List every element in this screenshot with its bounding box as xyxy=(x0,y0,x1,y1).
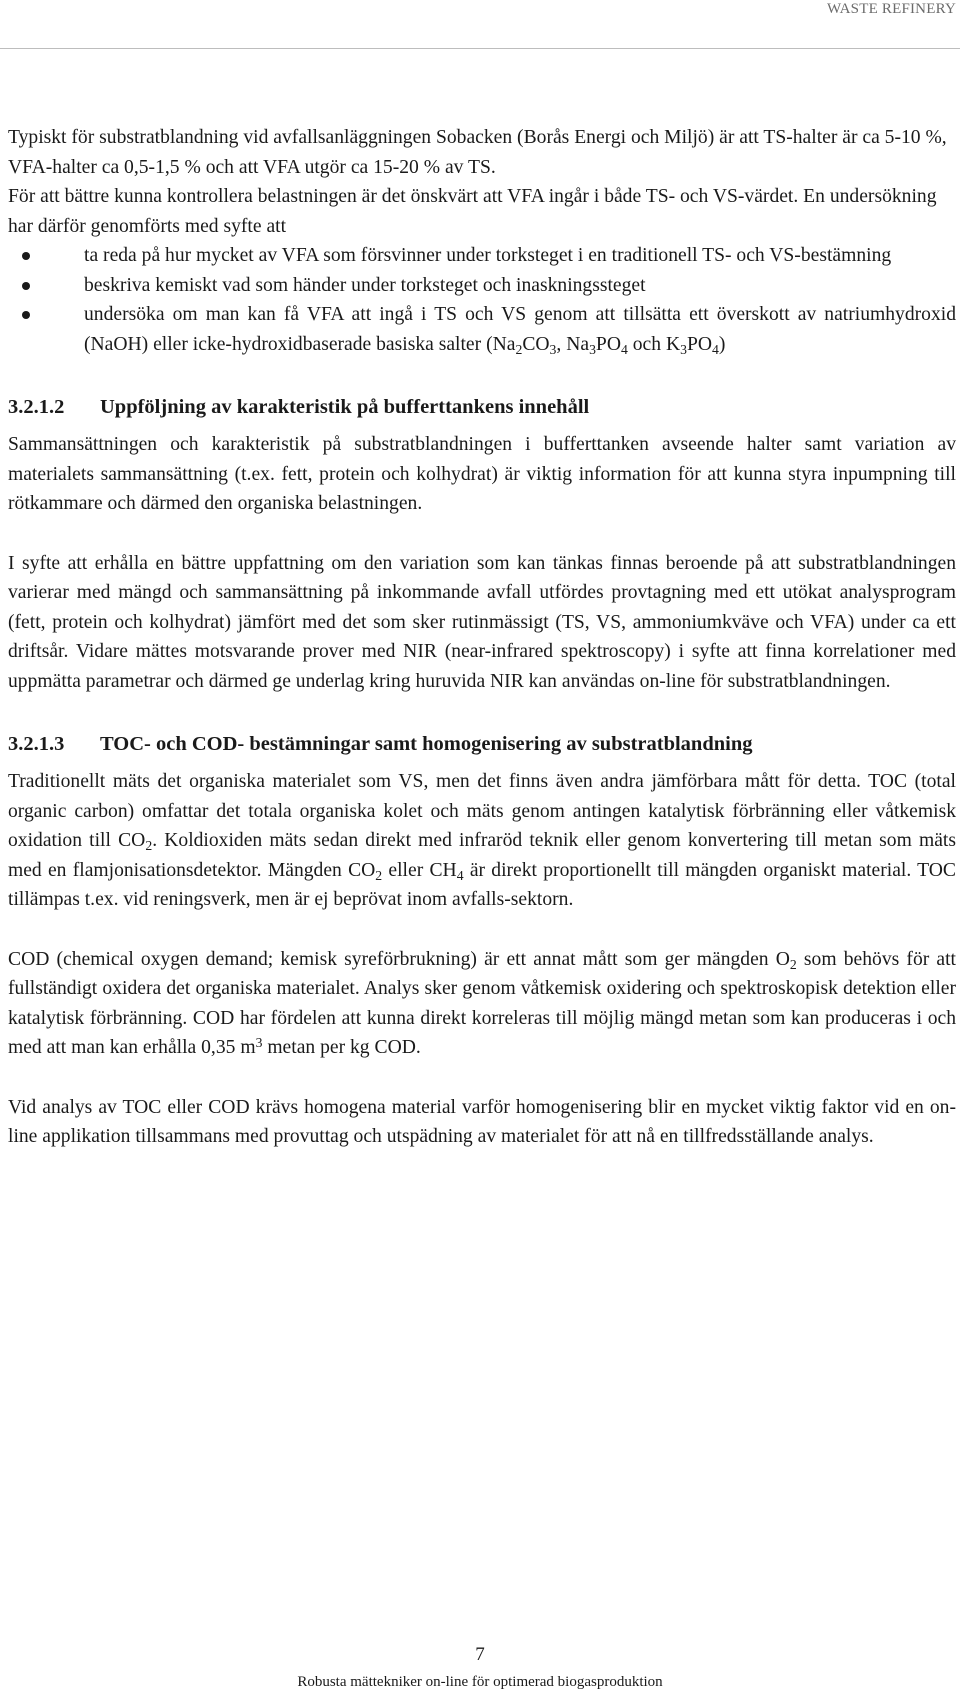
list-item-text: undersöka om man kan få VFA att ingå i TS och VS genom att tillsätta ett överskott av natriumhydroxid (NaOH) eller icke-hydroxidbaserade basiska salter xyxy=(84,304,956,355)
intro-paragraph-1: Typiskt för substratblandning vid avfallsanläggningen Sobacken (Borås Energi och Miljö) är att TS-halter är ca 5-10 %, VFA-halter ca 0,5-1,5 % och att VFA utgör ca 15-20 % av TS. xyxy=(8,127,947,178)
section-3213-paragraph-1: Traditionellt mäts det organiska materialet som VS, men det finns även andra jämförbara mått för detta. TOC (total organic carbon) omfattar det totala organiska kolet och mäts genom antingen katalytisk förbränning eller våtkemisk oxidation till $CO_2$. Koldioxiden mäts sedan direkt med infraröd teknik eller genom konvertering till metan som mäts med en flamjonisationsdetektor. Mängden $CO_2$ eller $CH_4$ är direkt proportionellt till mängden organiskt material. TOC tillämpas t.ex. vid reningsverk, men är ej beprövat inom avfalls-sektorn. xyxy=(8,771,956,910)
section-3213-paragraph-3: Vid analys av TOC eller COD krävs homogena material varför homogenisering blir en mycket viktig faktor vid en on-line applikation tillsammans med provuttag och utspädning av materialet för att nå en tillfredsställande analys. xyxy=(8,1096,956,1147)
running-title: WASTE REFINERY xyxy=(826,1,956,17)
intro-paragraph-2: För att bättre kunna kontrollera belastningen är det önskvärt att VFA ingår i både TS- och VS-värdet. En undersökning har därför genomförts med syfte att xyxy=(8,186,937,237)
section-3212-paragraph-1: Sammansättningen och karakteristik på substratblandningen i bufferttanken avseende halter samt variation av materialets sammansättning (t.ex. fett, protein och kolhydrat) är viktig information för att kunna styra inpumpning till rötkammare och därmed den organiska belastningen. xyxy=(8,434,956,514)
list-item xyxy=(8,271,956,301)
section-heading-3213 xyxy=(8,730,956,759)
list-item-text: ta reda på hur mycket av VFA som försvinner under torksteget i en traditionell TS- och VS-bestämning xyxy=(84,245,892,266)
section-number: 3.2.1.3 xyxy=(8,733,65,755)
list-item xyxy=(8,241,956,271)
list-item xyxy=(8,300,956,359)
bullet-icon xyxy=(22,282,30,290)
page-content xyxy=(8,123,956,1152)
section-title: TOC- och COD- bestämningar samt homogenisering av substratblandning xyxy=(100,733,753,755)
list-item-text: beskriva kemiskt vad som händer under torksteget och inaskningssteget xyxy=(84,274,646,296)
page-header xyxy=(0,0,960,49)
section-heading-3212 xyxy=(8,393,956,422)
bullet-icon xyxy=(22,311,30,319)
page-number: 7 xyxy=(475,1644,485,1665)
section-3213-paragraph-2: COD (chemical oxygen demand; kemisk syreförbrukning) är ett annat mått som ger mängden $O_2$ som behövs för att fullständigt oxidera det organiska materialet. Analys sker genom våtkemisk oxidering och spektroskopisk detektion eller katalytisk förbränning. COD har fördelen att kunna direkt korreleras till möjlig mängd metan som kan produceras i och med att man kan erhålla 0,35 $m^3$ metan per kg COD. xyxy=(8,948,957,1058)
purpose-list xyxy=(8,241,956,359)
bullet-icon xyxy=(22,252,30,260)
section-number: 3.2.1.2 xyxy=(8,396,65,418)
footer-document-title: Robusta mättekniker on-line för optimerad biogasproduktion xyxy=(297,1674,663,1690)
section-3212-paragraph-2: I syfte att erhålla en bättre uppfattning om den variation som kan tänkas finnas beroende på att substratblandningen varierar med mängd och sammansättning på inkommande avfall utfördes provtagning med ett utökat analysprogram (fett, protein och kolhydrat) jämfört med det som sker rutinmässigt (TS, VS, ammoniumkväve och VFA) under ca ett driftsår. Vidare mättes motsvarande prover med NIR (near-infrared spektroscopy) i syfte att finna korrelationer med uppmätta parametrar och därmed ge underlag kring huruvida NIR kan användas on-line för substratblandningen. xyxy=(8,552,956,692)
salt-formulas: ($Na_2CO_3$, $Na_3PO_4$ och $K_3PO_4$) xyxy=(486,333,726,357)
section-title: Uppföljning av karakteristik på bufferttankens innehåll xyxy=(100,396,590,418)
